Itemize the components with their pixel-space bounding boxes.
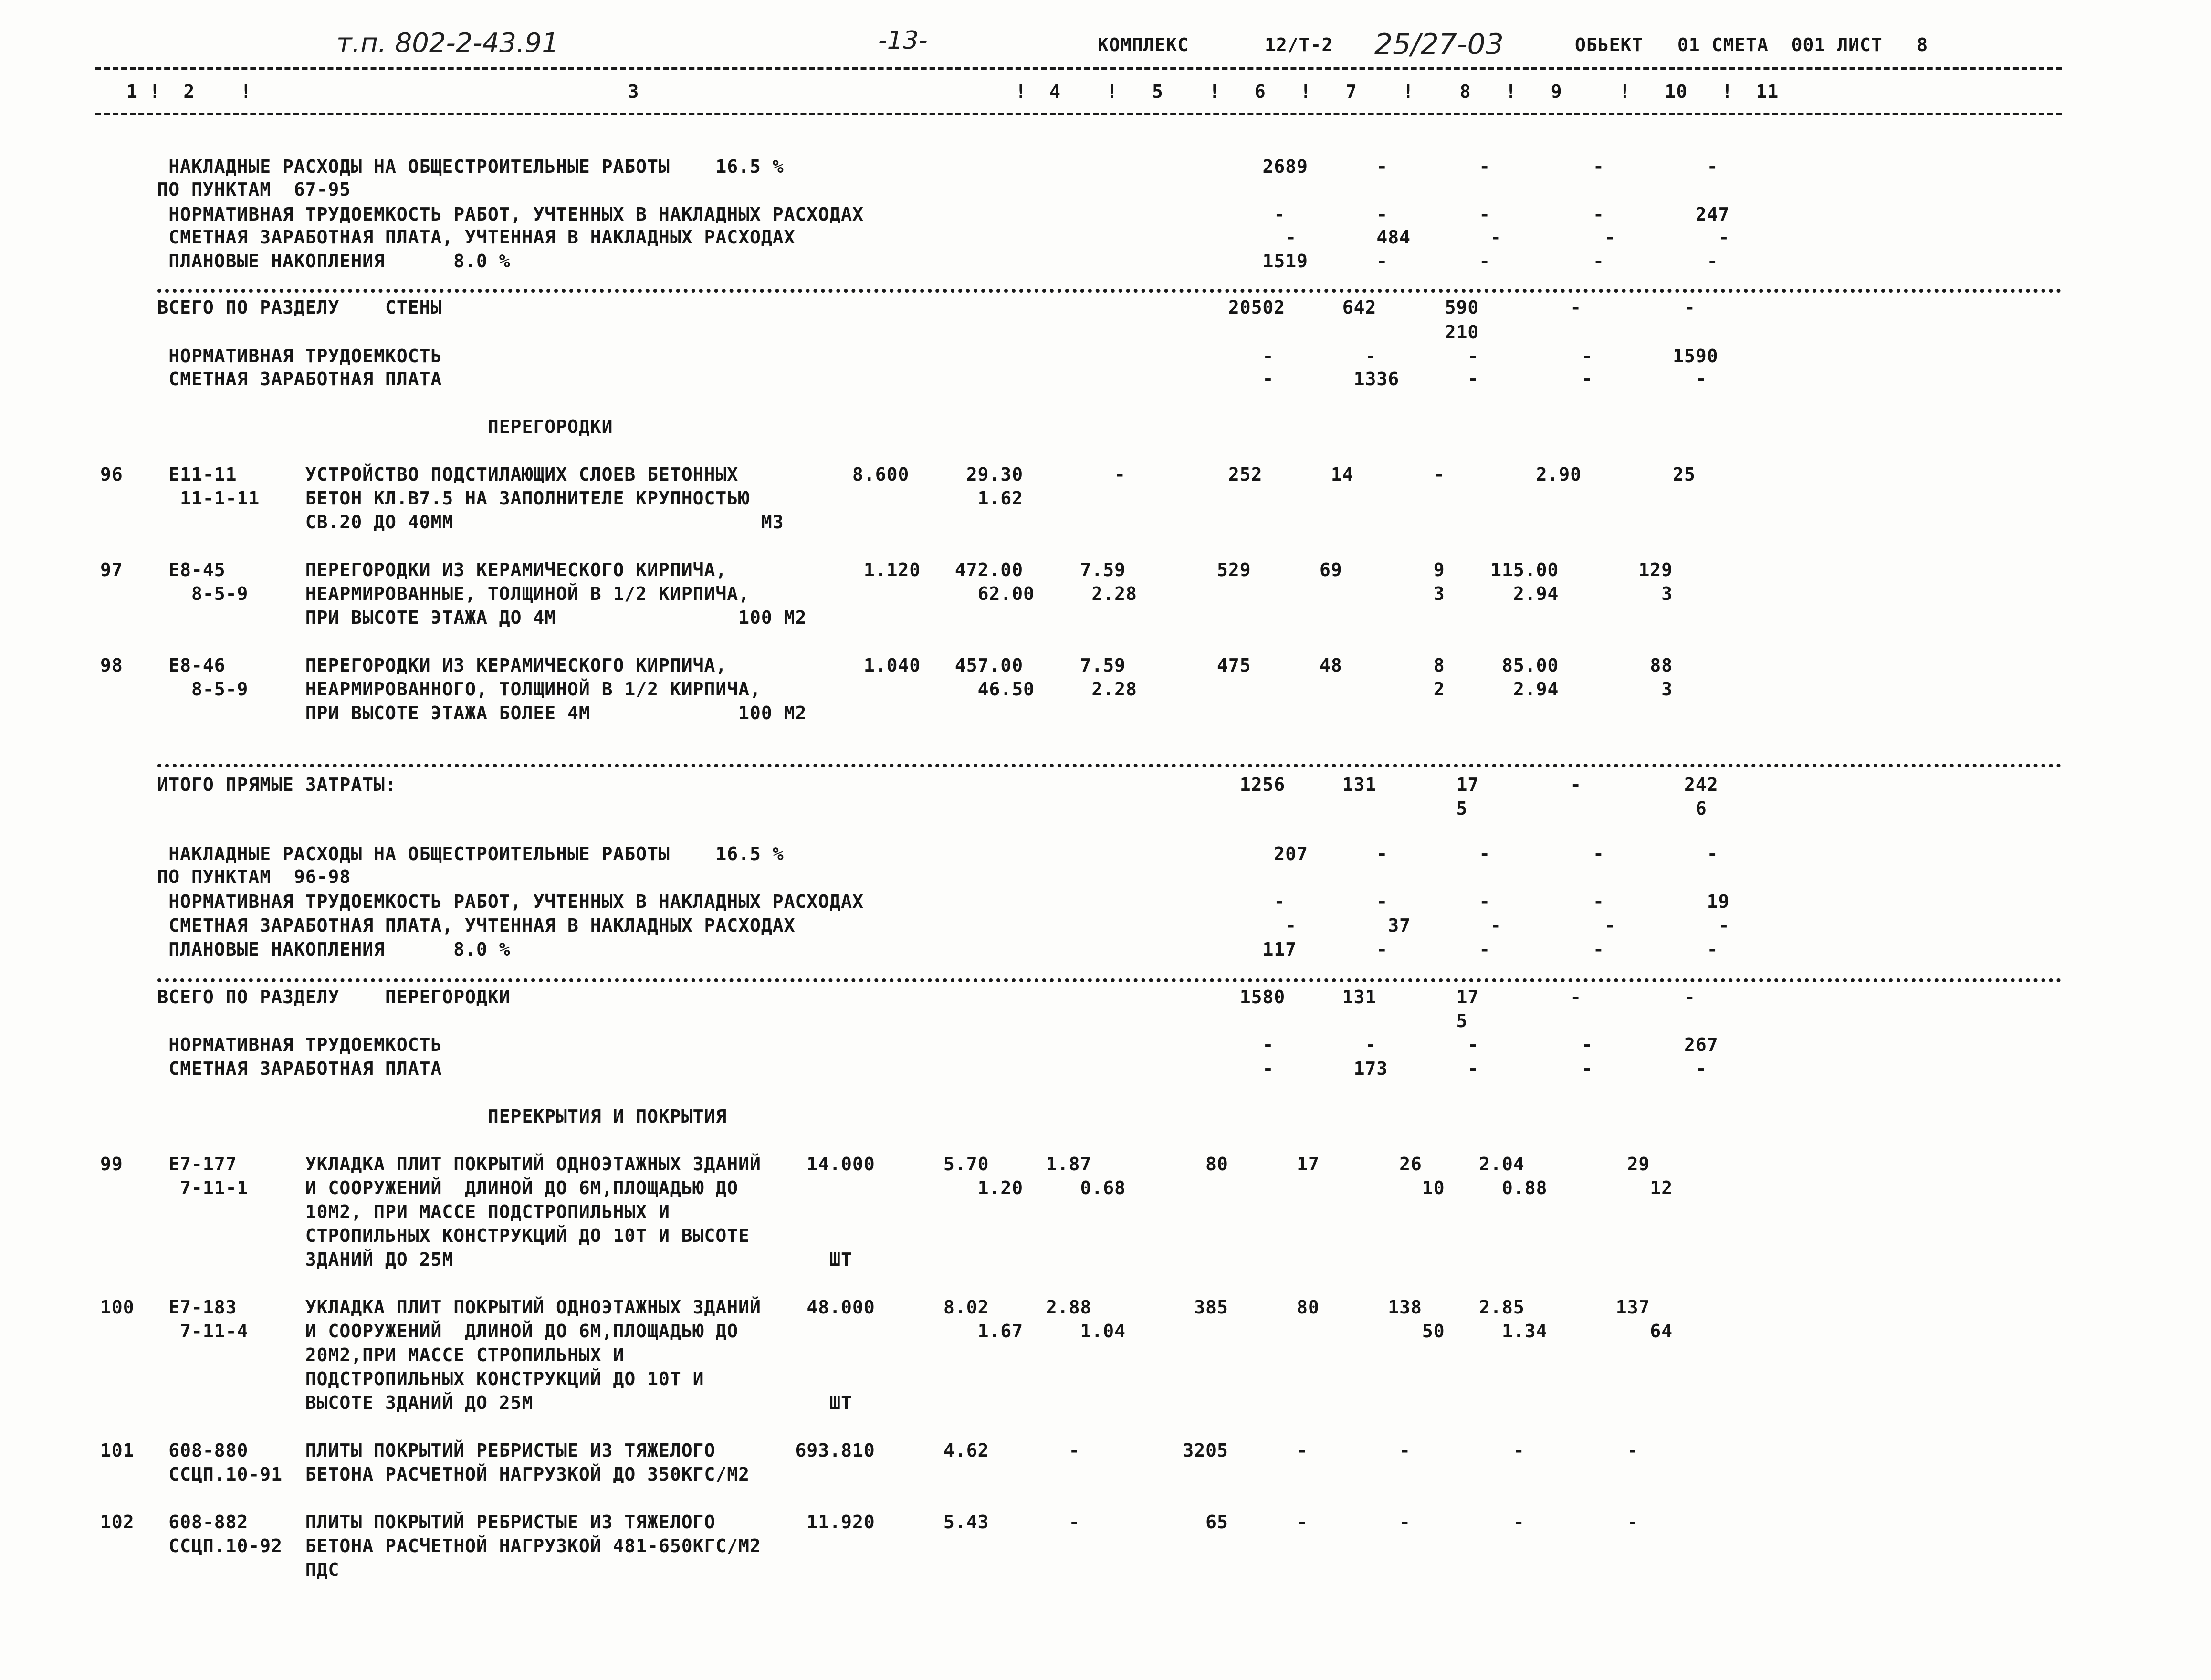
section-title-floors-roofs: ПЕРЕКРЫТИЯ И ПОКРЫТИЯ xyxy=(100,1106,727,1127)
separator-dots-1 xyxy=(157,289,2062,293)
separator-dots-2 xyxy=(157,764,2062,767)
complex-label: КОМПЛЕКС xyxy=(1098,34,1189,55)
line-overhead-2: НАКЛАДНЫЕ РАСХОДЫ НА ОБЩЕСТРОИТЕЛЬНЫЕ РАБОТЫ 16.5 % 207 - - - - xyxy=(100,843,1719,864)
item-100-c: 20М2,ПРИ МАССЕ СТРОПИЛЬНЫХ И xyxy=(100,1344,625,1365)
item-97: 97 Е8-45 ПЕРЕГОРОДКИ ИЗ КЕРАМИЧЕСКОГО КИРПИЧА, 1.120 472.00 7.59 529 69 9 115.00 129 xyxy=(100,559,1673,580)
line-overhead-2c: НОРМАТИВНАЯ ТРУДОЕМКОСТЬ РАБОТ, УЧТЕННЫХ В НАКЛАДНЫХ РАСХОДАХ - - - - 19 xyxy=(100,891,1730,912)
item-102-c: ПДС xyxy=(100,1559,340,1580)
item-96-c: СВ.20 ДО 40ММ М3 xyxy=(100,512,784,533)
item-100-b: 7-11-4 И СООРУЖЕНИЙ ДЛИНОЙ ДО 6М,ПЛОЩАДЬЮ ДО 1.67 1.04 50 1.34 64 xyxy=(100,1321,1673,1342)
item-98-c: ПРИ ВЫСОТЕ ЭТАЖА БОЛЕЕ 4М 100 М2 xyxy=(100,703,807,724)
line-overhead-1b: ПО ПУНКТАМ 67-95 xyxy=(100,179,351,200)
line-total-partitions: ВСЕГО ПО РАЗДЕЛУ ПЕРЕГОРОДКИ 1580 131 17 - - xyxy=(100,987,1696,1008)
header-rule xyxy=(95,113,2062,116)
line-overhead-1c: НОРМАТИВНАЯ ТРУДОЕМКОСТЬ РАБОТ, УЧТЕННЫХ В НАКЛАДНЫХ РАСХОДАХ - - - - 247 xyxy=(100,204,1730,225)
complex-code: 12/Т-2 xyxy=(1265,34,1333,55)
column-number-header: 1 ! 2 ! 3 ! 4 ! 5 ! 6 ! 7 ! 8 ! 9 ! 10 ! 11 xyxy=(126,81,1779,102)
line-total-partitions-b: 5 xyxy=(100,1010,1468,1031)
object-estimate-sheet: ОБЬЕКТ 01 СМЕТА 001 ЛИСТ 8 xyxy=(1575,34,1928,55)
item-100-d: ПОДСТРОПИЛЬНЫХ КОНСТРУКЦИЙ ДО 10Т И xyxy=(100,1368,704,1389)
item-101-b: ССЦП.10-91 БЕТОНА РАСЧЕТНОЙ НАГРУЗКОЙ ДО 350КГС/М2 xyxy=(100,1464,750,1485)
item-99-d: СТРОПИЛЬНЫХ КОНСТРУКЦИЙ ДО 10Т И ВЫСОТЕ xyxy=(100,1225,750,1246)
item-98: 98 Е8-46 ПЕРЕГОРОДКИ ИЗ КЕРАМИЧЕСКОГО КИРПИЧА, 1.040 457.00 7.59 475 48 8 85.00 88 xyxy=(100,655,1673,676)
handwritten-page-number: -13- xyxy=(878,26,928,55)
line-overhead-1d: СМЕТНАЯ ЗАРАБОТНАЯ ПЛАТА, УЧТЕННАЯ В НАКЛАДНЫХ РАСХОДАХ - 484 - - - xyxy=(100,227,1730,248)
item-102: 102 608-882 ПЛИТЫ ПОКРЫТИЙ РЕБРИСТЫЕ ИЗ ТЯЖЕЛОГО 11.920 5.43 - 65 - - - - xyxy=(100,1512,1639,1533)
separator-dots-3 xyxy=(157,978,2062,982)
item-99: 99 Е7-177 УКЛАДКА ПЛИТ ПОКРЫТИЙ ОДНОЭТАЖНЫХ ЗДАНИЙ 14.000 5.70 1.87 80 17 26 2.04 29 xyxy=(100,1154,1650,1175)
line-total-walls-c: НОРМАТИВНАЯ ТРУДОЕМКОСТЬ - - - - 1590 xyxy=(100,346,1719,367)
item-100-e: ВЫСОТЕ ЗДАНИЙ ДО 25М ШТ xyxy=(100,1392,852,1413)
item-99-c: 10М2, ПРИ МАССЕ ПОДСТРОПИЛЬНЫХ И xyxy=(100,1201,670,1222)
line-overhead-2e: ПЛАНОВЫЕ НАКОПЛЕНИЯ 8.0 % 117 - - - - xyxy=(100,939,1719,960)
line-total-partitions-d: СМЕТНАЯ ЗАРАБОТНАЯ ПЛАТА - 173 - - - xyxy=(100,1058,1707,1079)
item-96-b: 11-1-11 БЕТОН КЛ.В7.5 НА ЗАПОЛНИТЕЛЕ КРУПНОСТЬЮ 1.62 xyxy=(100,488,1024,509)
item-99-b: 7-11-1 И СООРУЖЕНИЙ ДЛИНОЙ ДО 6М,ПЛОЩАДЬЮ ДО 1.20 0.68 10 0.88 12 xyxy=(100,1177,1673,1198)
line-total-walls-d: СМЕТНАЯ ЗАРАБОТНАЯ ПЛАТА - 1336 - - - xyxy=(100,368,1707,389)
item-97-c: ПРИ ВЫСОТЕ ЭТАЖА ДО 4М 100 М2 xyxy=(100,607,807,628)
item-100: 100 Е7-183 УКЛАДКА ПЛИТ ПОКРЫТИЙ ОДНОЭТАЖНЫХ ЗДАНИЙ 48.000 8.02 2.88 385 80 138 2.85 137 xyxy=(100,1297,1650,1318)
line-overhead-1: НАКЛАДНЫЕ РАСХОДЫ НА ОБЩЕСТРОИТЕЛЬНЫЕ РАБОТЫ 16.5 % 2689 - - - - xyxy=(100,156,1719,177)
line-total-walls-b: 210 xyxy=(100,322,1479,343)
item-97-b: 8-5-9 НЕАРМИРОВАННЫЕ, ТОЛЩИНОЙ В 1/2 КИРПИЧА, 62.00 2.28 3 2.94 3 xyxy=(100,583,1673,604)
line-overhead-2b: ПО ПУНКТАМ 96-98 xyxy=(100,866,351,887)
item-99-e: ЗДАНИЙ ДО 25М ШТ xyxy=(100,1249,852,1270)
line-direct-costs: ИТОГО ПРЯМЫЕ ЗАТРАТЫ: 1256 131 17 - 242 xyxy=(100,774,1719,795)
line-overhead-1e: ПЛАНОВЫЕ НАКОПЛЕНИЯ 8.0 % 1519 - - - - xyxy=(100,251,1719,272)
top-rule xyxy=(95,67,2062,70)
item-102-b: ССЦП.10-92 БЕТОНА РАСЧЕТНОЙ НАГРУЗКОЙ 481-650КГС/М2 xyxy=(100,1535,761,1556)
handwritten-project-ref: т.п. 802-2-43.91 xyxy=(336,28,559,59)
handwritten-complex-number: 25/27-03 xyxy=(1374,28,1504,61)
item-98-b: 8-5-9 НЕАРМИРОВАННОГО, ТОЛЩИНОЙ В 1/2 КИРПИЧА, 46.50 2.28 2 2.94 3 xyxy=(100,679,1673,700)
line-overhead-2d: СМЕТНАЯ ЗАРАБОТНАЯ ПЛАТА, УЧТЕННАЯ В НАКЛАДНЫХ РАСХОДАХ - 37 - - - xyxy=(100,915,1730,936)
line-total-walls: ВСЕГО ПО РАЗДЕЛУ СТЕНЫ 20502 642 590 - - xyxy=(100,297,1696,318)
item-101: 101 608-880 ПЛИТЫ ПОКРЫТИЙ РЕБРИСТЫЕ ИЗ ТЯЖЕЛОГО 693.810 4.62 - 3205 - - - - xyxy=(100,1440,1639,1461)
line-direct-costs-b: 5 6 xyxy=(100,798,1707,819)
section-title-partitions: ПЕРЕГОРОДКИ xyxy=(100,416,613,437)
line-total-partitions-c: НОРМАТИВНАЯ ТРУДОЕМКОСТЬ - - - - 267 xyxy=(100,1034,1719,1055)
item-96: 96 Е11-11 УСТРОЙСТВО ПОДСТИЛАЮЩИХ СЛОЕВ БЕТОННЫХ 8.600 29.30 - 252 14 - 2.90 25 xyxy=(100,464,1696,485)
